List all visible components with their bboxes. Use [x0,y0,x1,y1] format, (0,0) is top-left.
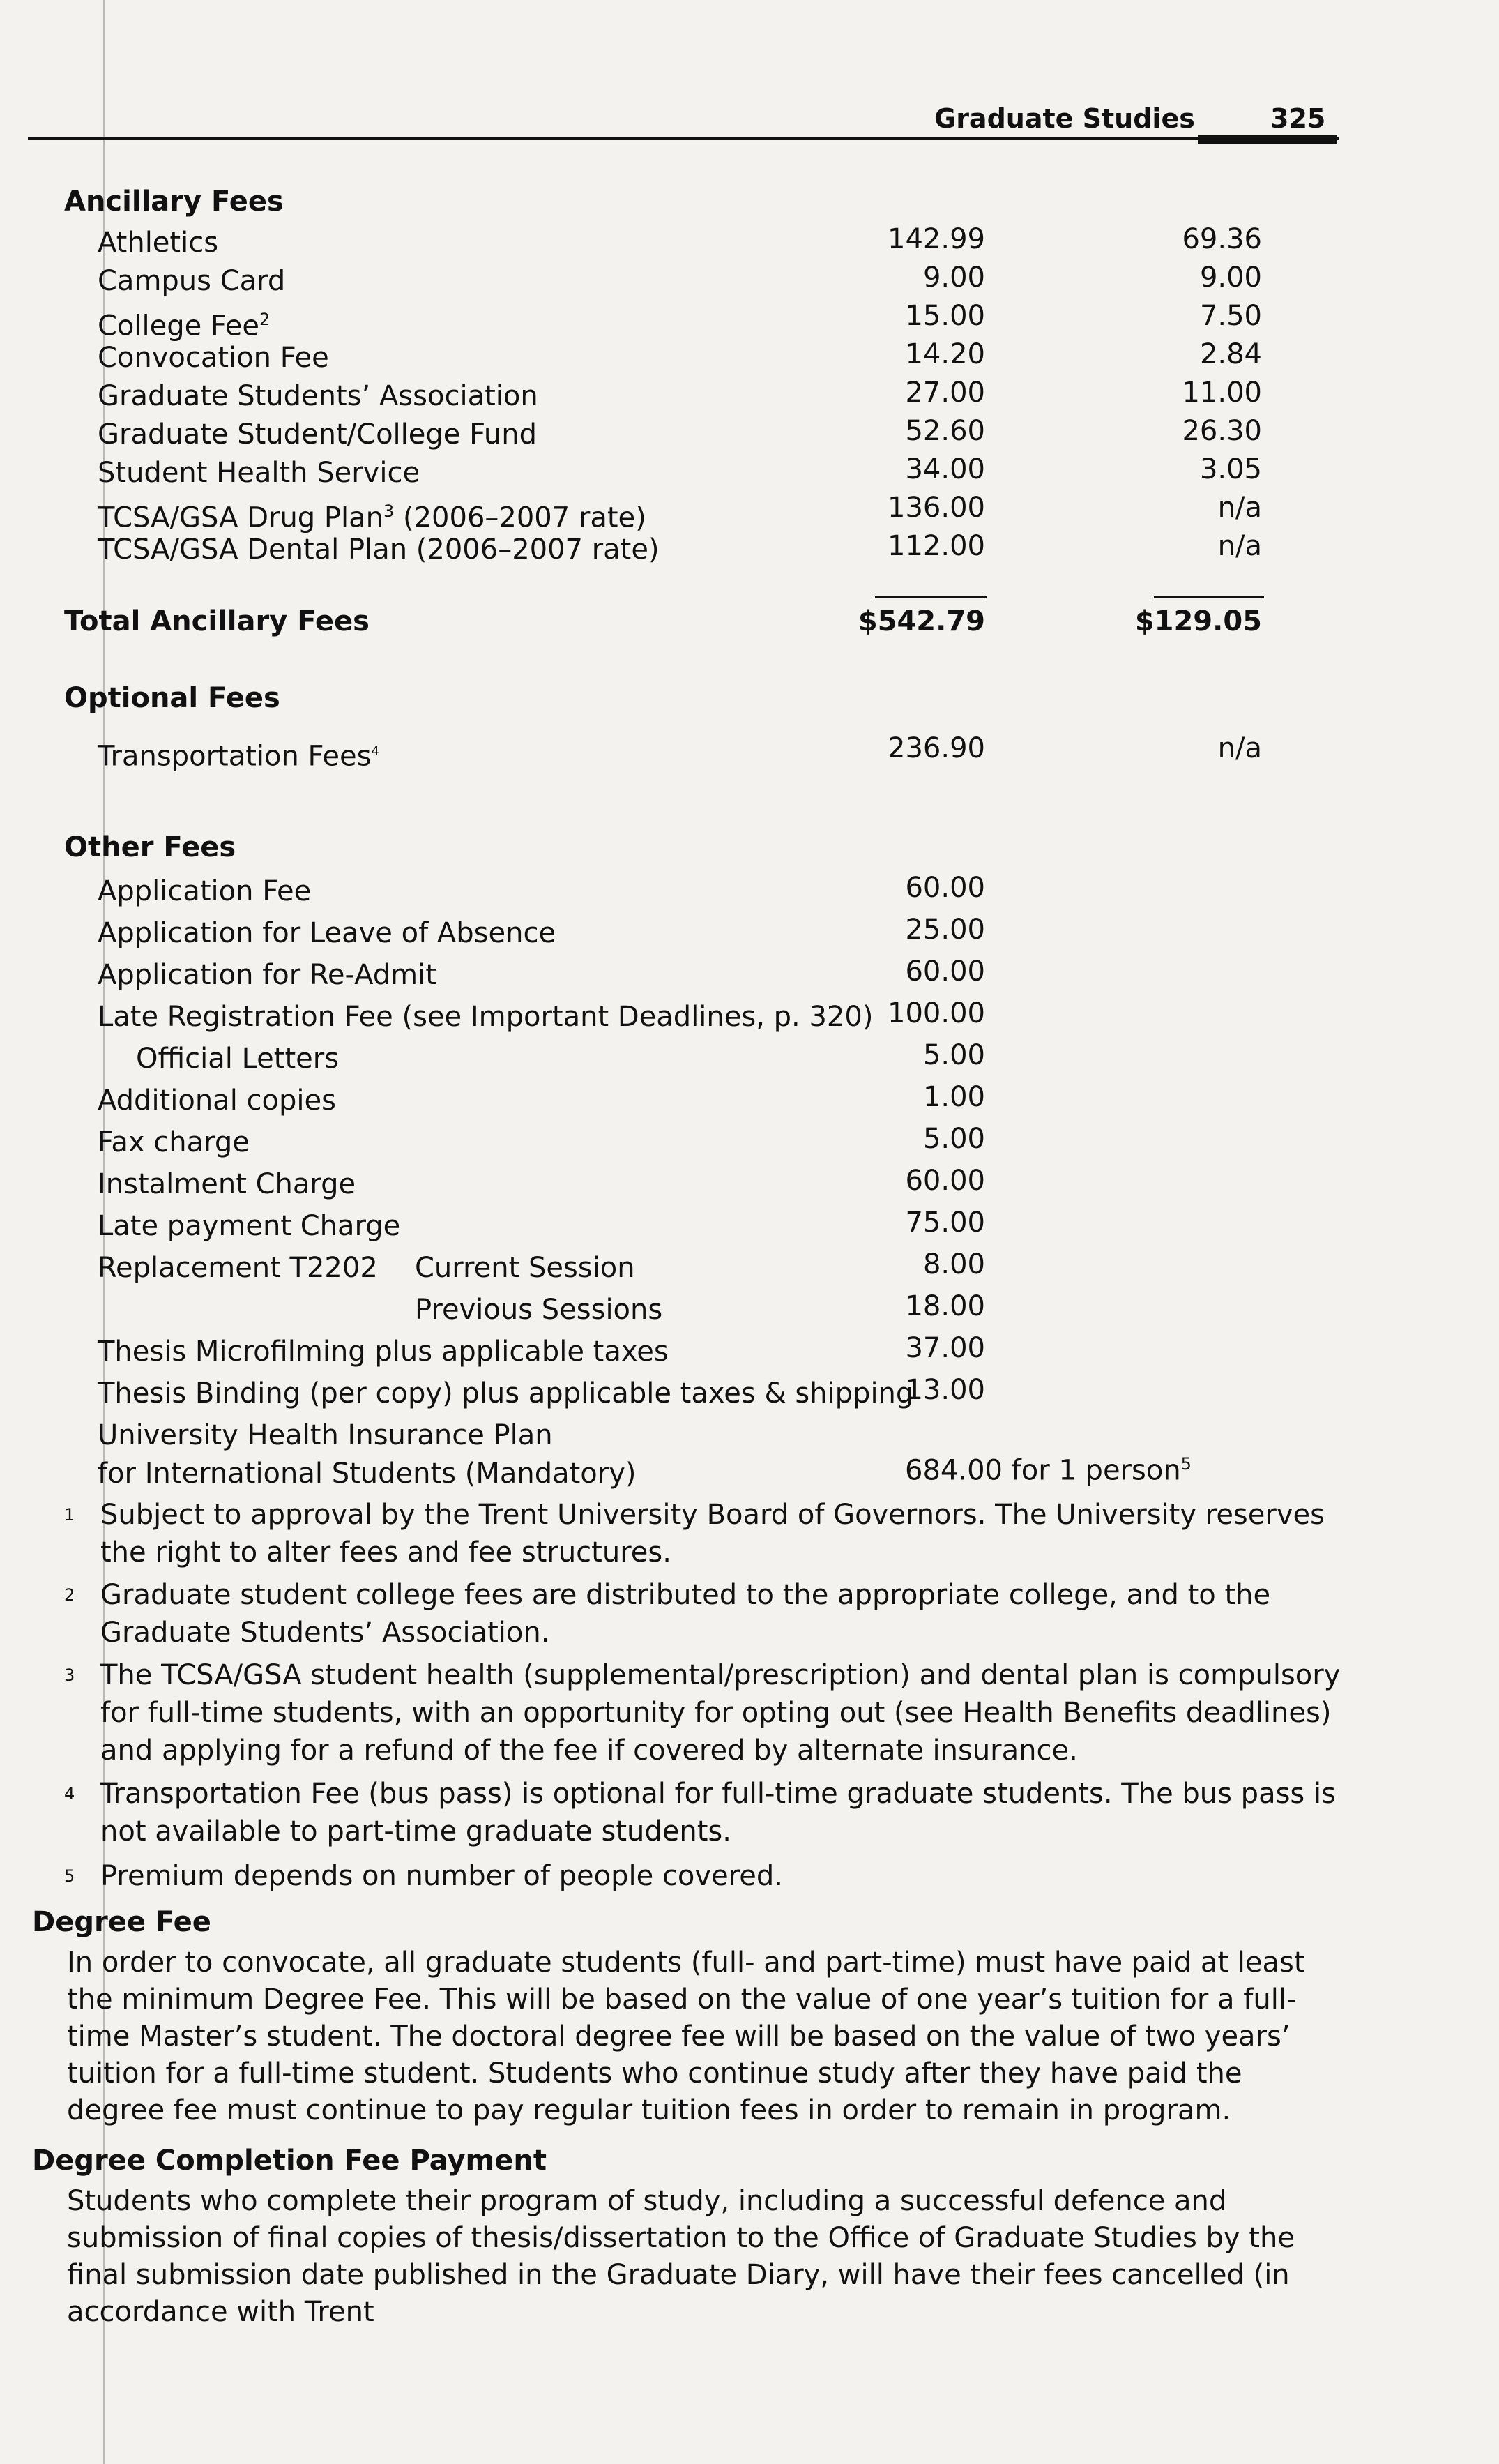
other-fee-amount: 75.00 [905,1207,985,1239]
other-fee-amount: 100.00 [888,997,985,1029]
other-fee-row [98,914,934,953]
other-fee-row [98,955,934,995]
optional-fees-heading: Optional Fees [64,682,280,714]
fee-row [98,300,1269,342]
other-fees-heading: Other Fees [64,831,236,863]
footnote-ref: 2 [259,310,271,329]
degree-fee-heading: Degree Fee [32,1906,211,1938]
fee-label: TCSA/GSA Dental Plan (2006–2007 rate) [98,534,660,566]
other-fee-row [98,1081,934,1120]
other-fee-label: Fax charge [98,1126,250,1158]
degree-completion-heading: Degree Completion Fee Payment [32,2145,547,2177]
other-fee-label: Official Letters [136,1043,340,1075]
fee-label: Graduate Student/College Fund [98,418,538,451]
other-fee-label: Additional copies [98,1084,336,1117]
fee-parttime: n/a [1217,530,1262,562]
other-fee-row [98,872,934,911]
fee-parttime: 2.84 [1199,338,1262,370]
fee-row [98,492,1269,534]
total-ancillary-label: Total Ancillary Fees [64,605,370,637]
fee-row [98,415,1269,454]
fee-row [98,223,1269,262]
fee-fulltime: 112.00 [888,530,985,562]
ancillary-fees-heading: Ancillary Fees [64,186,284,218]
other-fee-amount: 25.00 [905,914,985,946]
fee-label: TCSA/GSA Drug Plan$^3$ (2006–2007 rate) [98,501,646,534]
fee-parttime: n/a [1217,732,1262,764]
other-fee-label: University Health Insurance Plan [98,1419,553,1451]
fee-fulltime: 27.00 [905,377,985,409]
fee-parttime: 11.00 [1182,377,1262,409]
footnote-number: 4 [64,1784,75,1804]
page-number: 325 [1270,103,1326,134]
other-fee-row [98,1207,934,1246]
other-fee-amount: 60.00 [905,872,985,904]
other-fee-label: Late Registration Fee (see Important Deadlines, p. 320) [98,1001,874,1033]
footnote-ref: 4 [371,744,379,759]
footnote-text: The TCSA/GSA student health (supplemental/prescription) and dental plan is compulsory for full-time students, with an opportunity for opting out (see Health Benefits deadlines) and applying for a refund of the fee if covered by alternate insurance. [100,1659,1341,1767]
total-rule-parttime [1154,596,1264,598]
fee-row [98,262,1269,301]
other-fee-row [136,1039,973,1078]
fee-label: Transportation Fees$^4$ [98,740,379,773]
other-fee-label: Thesis Microfilming plus applicable taxes [98,1336,669,1368]
other-fee-sublabel: Current Session [415,1252,635,1284]
fee-fulltime: 34.00 [905,453,985,485]
total-ancillary-parttime: $129.05 [1134,605,1262,637]
other-fee-row [98,1165,934,1204]
total-rule-fulltime [875,596,987,598]
fee-fulltime: 236.90 [888,732,985,764]
degree-completion-paragraph: Students who complete their program of study, including a successful defence and submission of final copies of thesis/dissertation to the Office of Graduate Studies by the final submission date published in the Graduate Diary, will have their fees cancelled (in accordance with Trent [67,2185,1295,2328]
other-fee-sublabel: Previous Sessions [415,1294,663,1326]
other-fee-row [98,1454,934,1493]
other-fee-label: for International Students (Mandatory) [98,1458,637,1490]
footnote-text: Graduate student college fees are distributed to the appropriate college, and to the Graduate Students’ Association. [100,1579,1271,1649]
fee-row [98,453,1269,492]
footnote-text: Premium depends on number of people covered. [100,1860,783,1892]
fee-fulltime: 142.99 [888,223,985,255]
fee-label: Graduate Students’ Association [98,380,538,412]
other-fee-row [98,1248,934,1287]
fee-label: College Fee$^2$ [98,310,271,342]
total-ancillary-fulltime: $542.79 [858,605,985,637]
fee-label: Athletics [98,227,219,259]
other-fee-row [98,1123,934,1162]
other-fee-label: Application Fee [98,875,312,907]
other-fee-row [98,997,934,1036]
fee-fulltime: 52.60 [905,415,985,447]
other-fee-amount: 1.00 [922,1081,985,1113]
other-fee-row [98,1290,934,1329]
other-fee-amount: 60.00 [905,955,985,988]
header-section-title: Graduate Studies [934,103,1195,134]
other-fee-row [98,1374,934,1413]
other-fee-label: Application for Re-Admit [98,959,436,991]
fee-fulltime: 136.00 [888,492,985,524]
fee-parttime: 7.50 [1199,300,1262,332]
other-fee-amount: 18.00 [905,1290,985,1322]
fee-fulltime: 15.00 [905,300,985,332]
fee-label: Campus Card [98,265,286,297]
page-header [28,98,1339,153]
other-fee-amount: 13.00 [905,1374,985,1406]
other-fee-label: Late payment Charge [98,1210,401,1242]
other-fee-row [98,1332,934,1371]
footnote-text: Transportation Fee (bus pass) is optional for full-time graduate students. The bus pass is not available to part-time graduate students. [100,1778,1336,1847]
footnote-number: 2 [64,1585,75,1605]
footnote-number: 5 [64,1866,75,1886]
other-fee-label: Application for Leave of Absence [98,917,556,949]
fee-row [98,530,1269,569]
other-fee-label: Instalment Charge [98,1168,356,1200]
fee-row [98,377,1269,416]
fee-parttime: 3.05 [1199,453,1262,485]
other-fee-amount: 37.00 [905,1332,985,1364]
fee-label: Convocation Fee [98,342,329,374]
footnote-ref: 5 [1180,1454,1192,1474]
fee-parttime: 69.36 [1182,223,1262,255]
footnote-number: 3 [64,1665,75,1685]
footnote-text: Subject to approval by the Trent University Board of Governors. The University reserves the right to alter fees and fee structures. [100,1499,1325,1569]
fee-parttime: 9.00 [1199,262,1262,294]
fee-fulltime: 9.00 [922,262,985,294]
other-fee-amount: 8.00 [922,1248,985,1280]
fee-row [98,732,934,771]
other-fee-label: Replacement T2202 [98,1252,378,1284]
fee-row [98,338,1269,377]
degree-fee-paragraph: In order to convocate, all graduate students (full- and part-time) must have paid at least the minimum Degree Fee. This will be based on the value of one year’s tuition for a full-time Master’s student. The doctoral degree fee will be based on the value of two years’ tuition for a full-time student. Students who continue study after they have paid the degree fee must continue to pay regular tuition fees in order to remain in program. [67,1947,1305,2126]
other-fee-amount: 5.00 [922,1039,985,1071]
fee-parttime: n/a [1217,492,1262,524]
other-fee-amount: 60.00 [905,1165,985,1197]
other-fee-amount: 684.00 for 1 person$^5$ [905,1454,1192,1487]
header-rule [28,137,1339,140]
footnote-number: 1 [64,1505,75,1525]
fee-parttime: 26.30 [1182,415,1262,447]
fee-fulltime: 14.20 [905,338,985,370]
other-fee-amount: 5.00 [922,1123,985,1155]
header-rule-accent [1198,135,1337,144]
other-fee-row [98,1416,934,1455]
other-fee-label: Thesis Binding (per copy) plus applicable taxes & shipping [98,1377,914,1409]
fee-label: Student Health Service [98,457,420,489]
footnote-ref: 3 [383,501,395,521]
